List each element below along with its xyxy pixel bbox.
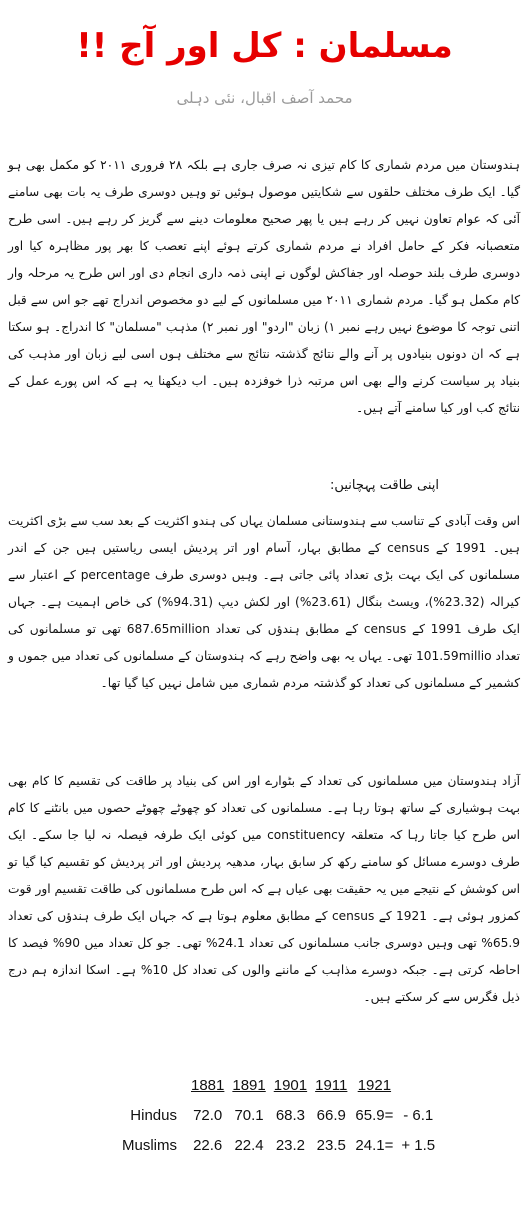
table-cell: 65.9=: [355, 1106, 394, 1124]
table-cell: 72.0: [193, 1106, 223, 1124]
paragraph-intro: ہندوستان میں مردم شماری کا کام تیزی نہ صرف جاری ہے بلکہ ۲۸ فروری ۲۰۱۱ کو مکمل بھی ہو گیا۔ ایک طرف مختلف حلقوں سے شکایتیں موصول ہوئیں تو وہیں دوسری طرف یہ بات بھی سامنے آئی کہ عوام تعاون نہیں کر رہے ہیں یا پھر صحیح معلومات دینے سے گریز کر رہے ہیں۔ اسی طرح متعصبانہ فکر کے حامل افراد نے مردم شماری کرتے ہوئے اپنے تعصب کا بھر پور مظاہرہ کیا اور دوسری طرف بلند حوصلہ اور جفاکش لوگوں نے اپنی ذمہ داری انجام دی اور اس طرح یہ مرحلہ وار کام مکمل ہو گیا۔ مردم شماری ۲۰۱۱ میں مسلمانوں کے لیے دو مخصوص اندراج تھے جو اس سے قبل اتنی توجہ کا موضوع نہیں رہے نمبر ۱) زبان "اردو" اور نمبر ۲) مذہب "مسلمان" کا اندراج۔ ہو سکتا ہے کہ ان دونوں بنیادوں پر آنے والے نتائج گذشتہ نتائج سے مختلف ہوں اسی لیے زبان اور مذہب کی بنیاد پر سیاست کرنے والے بھی اس مرتبہ ذرا خوفزدہ ہیں۔ اب دیکھنا یہ ہے کہ اس پورے عمل کے نتائج کب اور کیا سامنے آتے ہیں۔: [8, 158, 521, 415]
year-header: 1901: [273, 1076, 308, 1094]
table-cell: 68.3: [275, 1106, 306, 1124]
author-byline: محمد آصف اقبال، نئی دہلی: [176, 89, 353, 107]
article-title: مسلمان : کل اور آج !!: [76, 26, 453, 66]
row-label: Hindus: [130, 1106, 177, 1124]
table-blank-cell: [397, 1070, 439, 1100]
table-cell: 22.6: [193, 1136, 223, 1154]
population-table: [118, 1070, 439, 1160]
change-cell: - 6.1: [403, 1106, 434, 1124]
table-cell: 24.1=: [355, 1136, 394, 1154]
table-cell: 66.9: [316, 1106, 346, 1124]
year-header: 1891: [232, 1076, 266, 1094]
table-cell: 70.1: [234, 1106, 264, 1124]
table-row: [118, 1100, 439, 1130]
change-cell: + 1.5: [401, 1136, 436, 1154]
table-corner-cell: [118, 1070, 187, 1100]
table-cell: 23.5: [316, 1136, 346, 1154]
table-cell: 22.4: [234, 1136, 264, 1154]
paragraph-division: آزاد ہندوستان میں مسلمانوں کی تعداد کے بٹوارے اور اس کی بنیاد پر طاقت کی تقسیم کا کام بھی بہت ہوشیاری کے ساتھ ہوتا رہا ہے۔ مسلمانوں کی تعداد کو چھوٹے چھوٹے حصوں میں بانٹنے کا کام اس طرح کیا جاتا رہا کہ متعلقہ constituency میں کوئی ایک طرفہ فیصلہ نہ لیا جا سکے۔ ایک طرف دوسرے مسائل کو سامنے رکھ کر سابق بہار، مدھیہ پردیش اور اتر پردیش کو تقسیم کیا گیا تو اس کوشش کے نتیجے میں یہ حقیقت بھی عیاں ہے کہ اس طرح مسلمانوں کی طاقت تقسیم اور قوت کمزور ہوئی ہے۔ 1921 کے census کے مطابق معلوم ہوتا ہے کہ جہاں ایک طرف ہندؤں کی تعداد 65.9% تھی وہیں دوسری جانب مسلمانوں کی تعداد 24.1% تھی۔ جو کل تعداد میں 90% فیصد کا احاطہ کرتی ہے۔ جبکہ دوسرے مذاہب کے ماننے والوں کی تعداد کل 10% ہے۔ اسکا اندازہ ہم درج ذیل فگرس سے کر سکتے ہیں۔: [8, 774, 520, 1004]
section-heading: اپنی طاقت پہچانیں:: [330, 478, 439, 493]
table-cell: 23.2: [275, 1136, 306, 1154]
paragraph-strength: اس وقت آبادی کے تناسب سے ہندوستانی مسلمان یہاں کی ہندو اکثریت کے بعد سب سے بڑی اکثریت ہیں۔ 1991 کے census کے مطابق بہار، آسام اور اتر پردیش ایسی ریاستیں ہیں جن کے اندر مسلمانوں کی ایک بہت بڑی تعداد پائی جاتی ہے۔ وہیں دوسری طرف percentage کے اعتبار سے کیرالہ (23.32%)، ویسٹ بنگال (23.61%) اور لکش دیپ (94.31%) کی خاص اہمیت ہے۔ جہاں ایک طرف 1991 کے census کے مطابق ہندؤں کی تعداد 687.65million تھی تو مسلمانوں کی تعداد 101.59millio تھی۔ یہاں یہ بھی واضح رہے کہ ہندوستان کے مسلمانوں کی تعداد میں جموں و کشمیر کے مسلمانوں کی تعداد کو گذشتہ مردم شماری میں شامل نہیں کیا گیا تھا۔: [8, 514, 521, 690]
year-header: 1911: [315, 1076, 348, 1094]
table-row: [118, 1130, 439, 1160]
year-header: 1881: [191, 1076, 225, 1094]
year-header: 1921: [357, 1076, 392, 1094]
row-label: Muslims: [122, 1136, 177, 1154]
table-header-row: [118, 1070, 439, 1100]
